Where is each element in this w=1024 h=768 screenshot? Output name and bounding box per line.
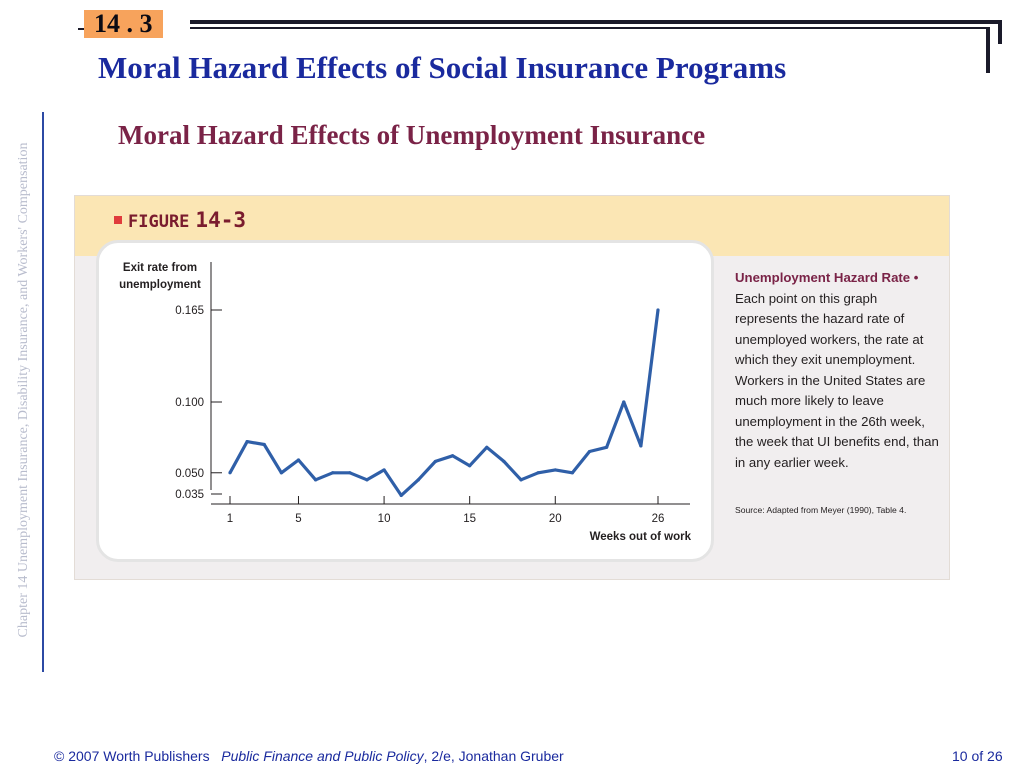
data-point — [280, 471, 283, 474]
y-tick-label: 0.165 — [175, 305, 204, 317]
figure-label — [114, 208, 246, 232]
footer-page-number: 10 of 26 — [952, 748, 1003, 764]
x-tick-label: 20 — [548, 513, 562, 525]
header-rule-corner-inner — [986, 27, 990, 73]
x-tick-label: 26 — [651, 513, 665, 525]
slide-subtitle: Moral Hazard Effects of Unemployment Insurance — [118, 120, 706, 150]
data-point — [228, 471, 231, 474]
figure-caption — [735, 268, 940, 473]
data-point — [382, 468, 385, 471]
data-point — [519, 478, 522, 481]
footer-book-title: Public Finance and Public Policy — [221, 748, 424, 764]
data-point — [622, 400, 625, 403]
caption-title: Unemployment Hazard Rate • — [735, 270, 919, 285]
x-tick-label: 15 — [463, 513, 477, 525]
data-point — [263, 443, 266, 446]
header-rule-corner — [998, 20, 1002, 44]
data-point — [571, 471, 574, 474]
hazard-rate-chart — [96, 240, 714, 562]
data-point — [417, 478, 420, 481]
data-point — [451, 454, 454, 457]
data-point — [468, 464, 471, 467]
data-point — [314, 478, 317, 481]
side-caption-wrapper — [6, 40, 42, 740]
x-tick-label: 5 — [295, 513, 302, 525]
data-point — [331, 471, 334, 474]
y-tick-label: 0.035 — [175, 489, 204, 501]
footer-publisher: © 2007 Worth Publishers — [54, 748, 210, 764]
data-point — [297, 458, 300, 461]
data-point — [588, 450, 591, 453]
footer-book-edition: , 2/e, Jonathan Gruber — [423, 748, 564, 764]
x-tick-label: 10 — [377, 513, 391, 525]
header-rule — [190, 20, 1002, 24]
x-tick-label: 1 — [226, 513, 234, 525]
figure-bullet-icon — [114, 216, 122, 224]
side-divider — [42, 112, 44, 672]
y-axis-label-line1: Exit rate from — [122, 262, 198, 274]
figure-label-number: 14-3 — [195, 208, 246, 232]
side-caption: Chapter 14 Unemployment Insurance, Disability Insurance, and Workers' Compensation — [16, 142, 31, 638]
data-point — [605, 446, 608, 449]
data-point — [537, 471, 540, 474]
data-point — [639, 444, 642, 447]
caption-body: Each point on this graph represents the hazard rate of unemployed workers, the rate at which they exit unemployment. Workers in the United States are much more likely to leave unemployment in the 26th week, the week that UI benefits end, than in any earlier week. — [735, 290, 939, 470]
data-point — [246, 440, 249, 443]
footer-citation — [54, 748, 564, 764]
y-axis-label-line2: unemployment — [119, 279, 201, 291]
header-rule-thin — [190, 27, 988, 29]
y-tick-label: 0.050 — [175, 467, 204, 480]
data-point — [400, 494, 403, 497]
figure-source: Source: Adapted from Meyer (1990), Table 4. — [735, 505, 907, 515]
slide-title: Moral Hazard Effects of Social Insurance Programs — [98, 50, 787, 85]
section-number: 14 . 3 — [84, 10, 163, 38]
data-point — [656, 308, 659, 311]
data-point — [348, 471, 351, 474]
x-axis-label: Weeks out of work — [589, 531, 691, 543]
series-line — [230, 310, 658, 495]
data-point — [502, 460, 505, 463]
data-point — [365, 478, 368, 481]
data-point — [434, 460, 437, 463]
data-point — [554, 468, 557, 471]
figure-label-word: FIGURE — [128, 212, 190, 232]
y-tick-label: 0.100 — [175, 397, 204, 409]
data-point — [485, 446, 488, 449]
